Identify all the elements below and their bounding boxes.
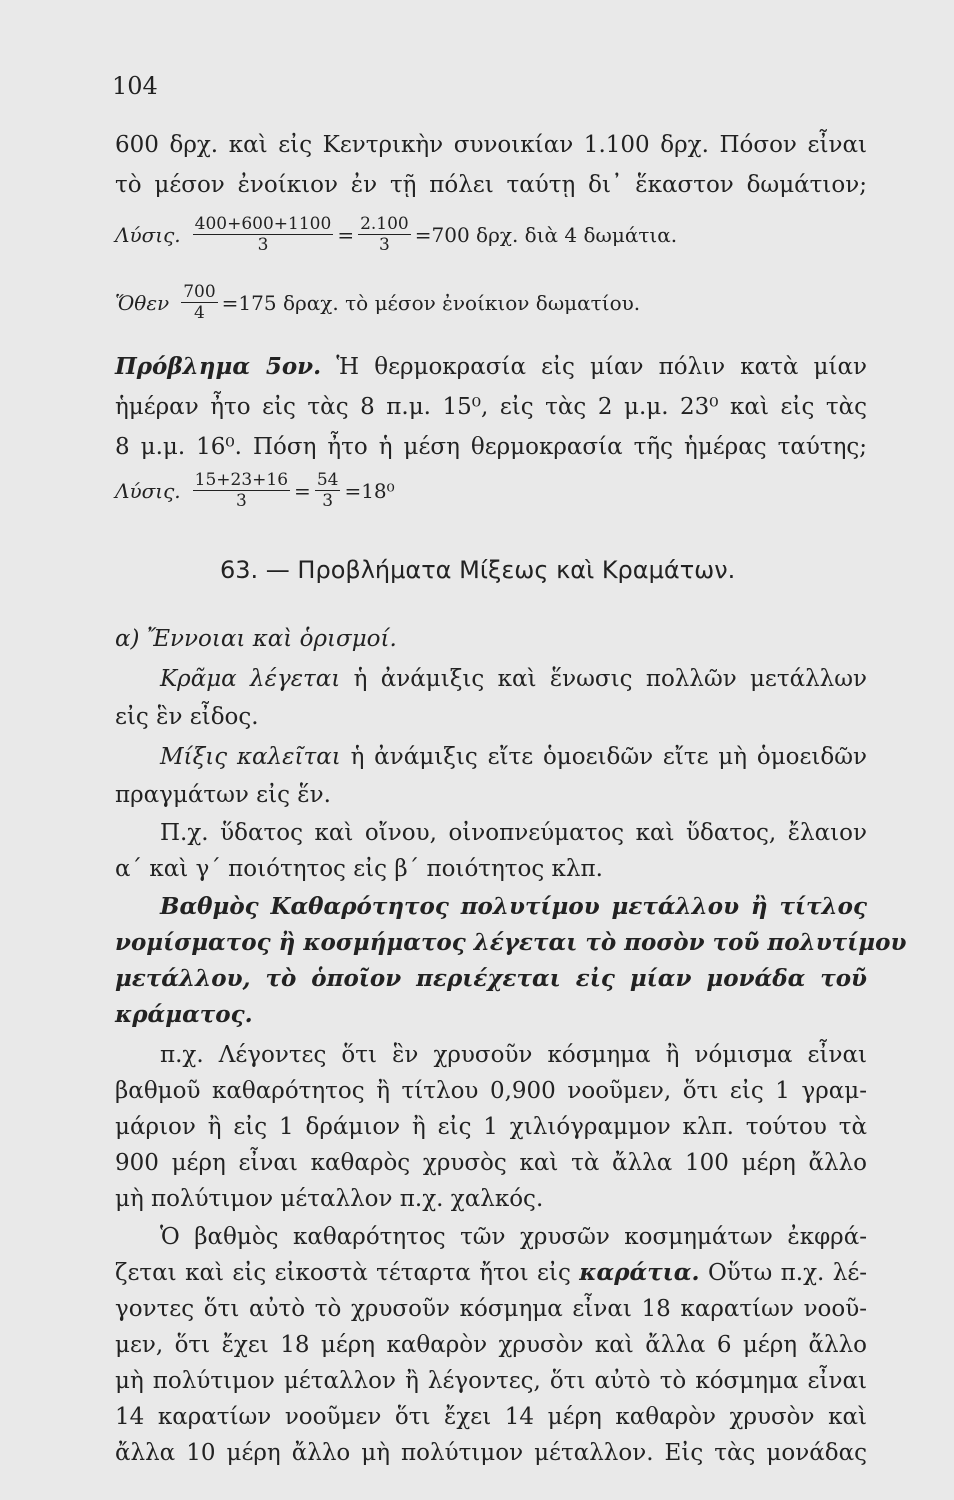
- equals-sign: =: [337, 222, 355, 247]
- fraction: [358, 214, 411, 255]
- term-krama: Κρᾶμα λέγεται: [160, 666, 341, 692]
- numerator: 400+600+1100: [194, 214, 332, 234]
- equals-sign: =: [294, 478, 311, 503]
- definition-text: ἡ ἀνάμιξις εἴτε ὁμοειδῶν εἴτε μὴ ὁμοειδῶν: [350, 744, 867, 770]
- numerator: 700: [183, 282, 216, 302]
- denominator: 3: [257, 235, 269, 255]
- solution-equation-1: [115, 214, 677, 255]
- fraction: [193, 470, 290, 511]
- fraction: [181, 282, 217, 323]
- text-line: π.χ. Λέγοντες ὅτι ἓν χρυσοῦν κόσμημα ἢ νόμισμα εἶναι: [160, 1042, 867, 1068]
- definition-line: [160, 662, 867, 696]
- fraction: [193, 214, 334, 255]
- term-mixis: Μίξις καλεῖται: [160, 744, 341, 770]
- text-line: γοντες ὅτι αὐτὸ τὸ χρυσοῦν κόσμημα εἶναι 18 καρατίων νοοῦ-: [115, 1296, 867, 1322]
- problem-title-line: [115, 350, 867, 384]
- definition-text: ἡ ἀνάμιξις καὶ ἕνωσις πολλῶν μετάλλων: [353, 666, 867, 692]
- problem-title: Πρόβλημα 5ον.: [115, 353, 322, 380]
- text-segment: ζεται καὶ εἰς εἰκοστὰ τέταρτα ἤτοι εἰς: [115, 1260, 571, 1286]
- definition-bold-line: νομίσματος ἢ κοσμήματος λέγεται τὸ ποσὸν τοῦ πολυτίμου: [115, 929, 907, 956]
- definition-line: [160, 740, 867, 774]
- term-karatia: καράτια.: [579, 1259, 700, 1286]
- text-line: Π.χ. ὕδατος καὶ οἴνου, οἰνοπνεύματος καὶ ὕδατος, ἔλαιον: [160, 820, 867, 846]
- text-line: 8 μ.μ. 16⁰. Πόση ἦτο ἡ μέση θερμοκρασία τῆς ἡμέρας ταύτης;: [115, 434, 867, 460]
- text-line: βαθμοῦ καθαρότητος ἢ τίτλου 0,900 νοοῦμεν, ὅτι εἰς 1 γραμ-: [115, 1078, 867, 1104]
- numerator: 15+23+16: [194, 470, 289, 490]
- solution-label: Λύσις.: [115, 222, 181, 247]
- text-line: [115, 1256, 867, 1290]
- section-heading: 63. — Προβλήματα Μίξεως καὶ Κραμάτων.: [220, 556, 736, 584]
- then-label: Ὅθεν: [115, 290, 170, 315]
- text-line: 900 μέρη εἶναι καθαρὸς χρυσὸς καὶ τὰ ἄλλα 100 μέρη ἄλλο: [115, 1150, 867, 1176]
- text-line: πραγμάτων εἰς ἕν.: [115, 782, 331, 808]
- denominator: 3: [379, 235, 390, 255]
- text-line: Ὁ βαθμὸς καθαρότητος τῶν χρυσῶν κοσμημάτων ἐκφρά-: [160, 1224, 867, 1250]
- numerator: 2.100: [360, 214, 409, 234]
- page-number: 104: [112, 72, 158, 100]
- text-line: μεν, ὅτι ἔχει 18 μέρη καθαρὸν χρυσὸν καὶ ἄλλα 6 μέρη ἄλλο: [115, 1332, 867, 1358]
- text-line: εἰς ἓν εἶδος.: [115, 704, 259, 730]
- denominator: 3: [235, 491, 247, 511]
- numerator: 54: [316, 470, 339, 490]
- text-line: μὴ πολύτιμον μέταλλον ἢ λέγοντες, ὅτι αὐτὸ τὸ κόσμημα εἶναι: [115, 1368, 867, 1394]
- denominator: 4: [194, 303, 205, 323]
- text-line: μὴ πολύτιμον μέταλλον π.χ. χαλκός.: [115, 1186, 544, 1212]
- equation-result: =18⁰: [344, 478, 395, 503]
- equation-result: =700 δρχ. διὰ 4 δωμάτια.: [414, 222, 678, 247]
- equation-result: =175 δραχ. τὸ μέσον ἐνοίκιον δωματίου.: [221, 290, 641, 315]
- problem-text: Ἡ θερμοκρασία εἰς μίαν πόλιν κατὰ μίαν: [336, 354, 868, 380]
- text-segment: Οὕτω π.χ. λέ-: [707, 1260, 868, 1286]
- solution-equation-2: [115, 470, 395, 511]
- text-line: τὸ μέσον ἐνοίκιον ἐν τῇ πόλει ταύτῃ δι᾽ ἕκαστον δωμάτιον;: [115, 172, 867, 198]
- then-equation: [115, 282, 640, 323]
- text-line: 600 δρχ. καὶ εἰς Κεντρικὴν συνοικίαν 1.100 δρχ. Πόσον εἶναι: [115, 132, 867, 158]
- text-line: 14 καρατίων νοοῦμεν ὅτι ἔχει 14 μέρη καθαρὸν χρυσὸν καὶ: [115, 1404, 867, 1430]
- text-line: α΄ καὶ γ΄ ποιότητος εἰς β΄ ποιότητος κλπ.: [115, 856, 603, 882]
- fraction: [315, 470, 341, 511]
- text-line: μάριον ἢ εἰς 1 δράμιον ἢ εἰς 1 χιλιόγραμμον κλπ. τούτου τὰ: [115, 1114, 867, 1140]
- definition-bold-line: κράματος.: [115, 1001, 253, 1028]
- definition-bold-line: μετάλλου, τὸ ὁποῖον περιέχεται εἰς μίαν μονάδα τοῦ: [115, 965, 867, 992]
- solution-label: Λύσις.: [115, 478, 181, 503]
- text-line: ἡμέραν ἦτο εἰς τὰς 8 π.μ. 15⁰, εἰς τὰς 2 μ.μ. 23⁰ καὶ εἰς τὰς: [115, 394, 867, 420]
- denominator: 3: [322, 491, 334, 511]
- definition-bold-line: Βαθμὸς Καθαρότητος πολυτίμου μετάλλου ἢ τίτλος: [160, 893, 867, 920]
- text-line: ἄλλα 10 μέρη ἄλλο μὴ πολύτιμον μέταλλον. Εἰς τὰς μονάδας: [115, 1440, 867, 1466]
- subheading: α) Ἔννοιαι καὶ ὁρισμοί.: [115, 626, 397, 652]
